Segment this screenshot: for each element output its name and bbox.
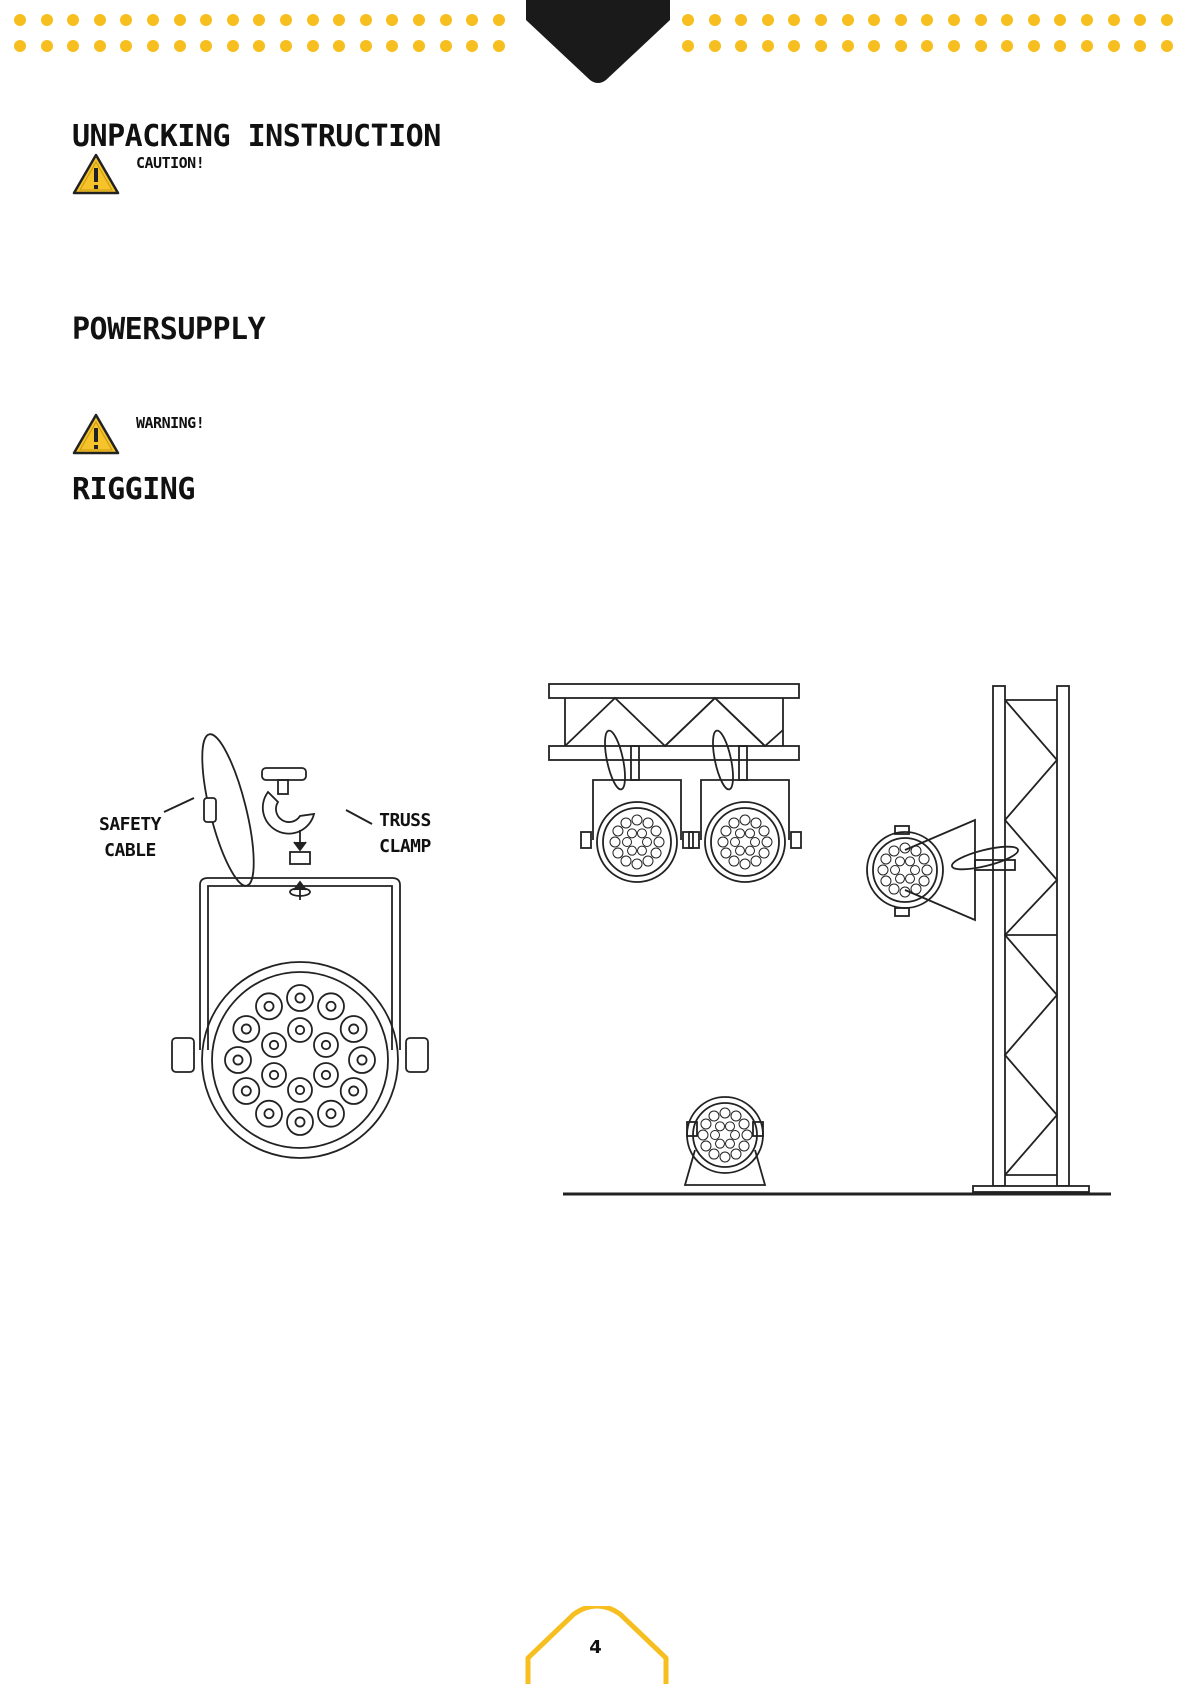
header-dot	[120, 14, 132, 26]
led-lens-center	[322, 1071, 330, 1079]
truss-clamp-line1: TRUSS	[379, 810, 431, 831]
header-dot	[493, 40, 505, 52]
rigging-heading: RIGGING	[72, 472, 195, 507]
led-lens	[759, 826, 769, 836]
header-dot	[386, 40, 398, 52]
header-dot	[94, 40, 106, 52]
led-lens-center	[270, 1041, 278, 1049]
led-lens	[881, 876, 891, 886]
led-lens	[225, 1047, 251, 1073]
header-dot	[1001, 40, 1013, 52]
led-lens	[721, 826, 731, 836]
header-dot	[253, 14, 265, 26]
led-lens	[632, 859, 642, 869]
header-dot	[788, 14, 800, 26]
led-lens	[651, 826, 661, 836]
page-number: 4	[589, 1637, 602, 1658]
truss-clamp-callout	[368, 808, 442, 860]
led-lens	[654, 837, 664, 847]
led-lens	[318, 993, 344, 1019]
led-lens	[906, 874, 915, 883]
led-lens	[922, 865, 932, 875]
header-dot	[1054, 14, 1066, 26]
led-lens	[726, 1122, 735, 1131]
led-lens	[739, 1119, 749, 1129]
led-lens-center	[295, 1117, 304, 1126]
header-dot	[333, 14, 345, 26]
led-lens	[287, 1109, 313, 1135]
header-dot	[493, 14, 505, 26]
header-dot	[466, 14, 478, 26]
header-dot	[200, 40, 212, 52]
powersupply-heading: POWERSUPPLY	[72, 312, 266, 347]
header-dot	[895, 14, 907, 26]
header-dot	[815, 40, 827, 52]
led-lens	[889, 846, 899, 856]
led-lens	[762, 837, 772, 847]
header-tab-shape	[526, 0, 670, 84]
led-lens	[701, 1119, 711, 1129]
led-lens	[720, 1152, 730, 1162]
led-lens	[613, 848, 623, 858]
led-lens-center	[242, 1086, 251, 1095]
header-dot	[842, 14, 854, 26]
led-lens	[751, 818, 761, 828]
header-dots-left	[14, 14, 514, 64]
led-lens	[621, 818, 631, 828]
led-lens	[233, 1078, 259, 1104]
header-dot	[895, 40, 907, 52]
header-dot	[921, 40, 933, 52]
header-dot	[1028, 40, 1040, 52]
header-dot	[1108, 40, 1120, 52]
led-lens	[729, 856, 739, 866]
header-dot	[174, 40, 186, 52]
header-dot	[1161, 40, 1173, 52]
header-dot	[762, 14, 774, 26]
safety-cable-callout	[80, 812, 180, 864]
led-lens	[751, 856, 761, 866]
led-lens	[742, 1130, 752, 1140]
header-dot	[67, 40, 79, 52]
led-lens	[721, 848, 731, 858]
led-lens	[613, 826, 623, 836]
led-lens	[621, 856, 631, 866]
header-dot	[948, 40, 960, 52]
led-lens	[610, 837, 620, 847]
header-dot	[253, 40, 265, 52]
led-lens-center	[270, 1071, 278, 1079]
led-lens	[736, 846, 745, 855]
header-dot	[280, 40, 292, 52]
led-lens	[698, 1130, 708, 1140]
led-lens	[623, 838, 632, 847]
led-lens	[628, 829, 637, 838]
led-lens	[911, 884, 921, 894]
header-dot	[41, 14, 53, 26]
led-lens-center	[322, 1041, 330, 1049]
header-dot	[307, 40, 319, 52]
led-lens	[746, 829, 755, 838]
warning-triangle-icon	[72, 412, 120, 456]
led-lens-center	[233, 1055, 242, 1064]
led-lens	[716, 1122, 725, 1131]
led-lens	[736, 829, 745, 838]
led-lens	[314, 1033, 338, 1057]
led-lens	[314, 1063, 338, 1087]
led-lens	[341, 1078, 367, 1104]
led-lens	[729, 818, 739, 828]
led-lens	[896, 857, 905, 866]
header-dot	[735, 40, 747, 52]
led-lens-center	[326, 1109, 335, 1118]
led-lens	[740, 859, 750, 869]
header-dot	[333, 40, 345, 52]
header-dot	[815, 14, 827, 26]
led-lens	[731, 838, 740, 847]
led-lens	[731, 1131, 740, 1140]
led-lens	[709, 1149, 719, 1159]
led-lens	[256, 1101, 282, 1127]
header-dot	[682, 14, 694, 26]
led-lens	[638, 846, 647, 855]
warning-label: WARNING!	[136, 414, 205, 432]
header-dot	[413, 14, 425, 26]
led-lens	[896, 874, 905, 883]
header-dot	[762, 40, 774, 52]
led-lens	[701, 1141, 711, 1151]
fixture-clamp-illustration	[150, 720, 460, 1170]
led-lens	[739, 1141, 749, 1151]
header-dot	[360, 14, 372, 26]
header-dot	[1081, 40, 1093, 52]
led-lens	[643, 856, 653, 866]
header-dot	[1028, 14, 1040, 26]
led-lens	[891, 866, 900, 875]
led-lens-center	[264, 1109, 273, 1118]
led-lens-center	[296, 1026, 304, 1034]
led-lens	[919, 876, 929, 886]
header-dot	[948, 14, 960, 26]
header-dot	[1134, 14, 1146, 26]
led-lens	[341, 1016, 367, 1042]
caution-label: CAUTION!	[136, 154, 205, 172]
led-lens	[759, 848, 769, 858]
led-lens-center	[349, 1086, 358, 1095]
header-dots-right	[682, 14, 1182, 64]
unpacking-heading: UNPACKING INSTRUCTION	[72, 119, 441, 154]
led-lens	[643, 838, 652, 847]
header-dot	[709, 40, 721, 52]
header-dot	[94, 14, 106, 26]
led-lens	[911, 846, 921, 856]
header-dot	[1161, 14, 1173, 26]
led-lens	[731, 1149, 741, 1159]
led-lens-center	[357, 1055, 366, 1064]
header-dot	[709, 14, 721, 26]
led-lens	[731, 1111, 741, 1121]
header-dot	[14, 14, 26, 26]
header-dot	[868, 14, 880, 26]
led-lens-center	[295, 993, 304, 1002]
led-lens	[718, 837, 728, 847]
led-lens-center	[242, 1024, 251, 1033]
header-dot	[1081, 14, 1093, 26]
header-dot	[147, 14, 159, 26]
header-dot	[200, 14, 212, 26]
header-dot	[1108, 14, 1120, 26]
header-dot	[307, 14, 319, 26]
led-lens	[919, 854, 929, 864]
safety-cable-line1: SAFETY	[98, 814, 162, 835]
led-lens	[740, 815, 750, 825]
header-dot	[147, 40, 159, 52]
led-lens	[878, 865, 888, 875]
led-lens	[746, 846, 755, 855]
led-lens	[262, 1063, 286, 1087]
header-dot	[1001, 14, 1013, 26]
led-lens	[318, 1101, 344, 1127]
led-lens	[256, 993, 282, 1019]
led-lens	[643, 818, 653, 828]
led-lens	[881, 854, 891, 864]
led-lens	[288, 1078, 312, 1102]
led-lens	[628, 846, 637, 855]
header-dot	[227, 14, 239, 26]
led-lens	[638, 829, 647, 838]
header-dot	[280, 14, 292, 26]
header-dot	[14, 40, 26, 52]
led-lens	[726, 1139, 735, 1148]
header-dot	[386, 14, 398, 26]
header-dot	[41, 40, 53, 52]
header-dot	[120, 40, 132, 52]
led-lens	[262, 1033, 286, 1057]
header-dot	[868, 40, 880, 52]
led-lens	[709, 1111, 719, 1121]
header-dot	[975, 14, 987, 26]
header-dot	[921, 14, 933, 26]
led-lens	[720, 1108, 730, 1118]
led-lens	[349, 1047, 375, 1073]
header-dot	[682, 40, 694, 52]
header-dot	[842, 40, 854, 52]
led-lens	[287, 985, 313, 1011]
led-lens-center	[326, 1002, 335, 1011]
led-lens	[751, 838, 760, 847]
header-dot	[788, 40, 800, 52]
header-dot	[360, 40, 372, 52]
led-lens	[906, 857, 915, 866]
header-dot	[466, 40, 478, 52]
header-dot	[440, 14, 452, 26]
led-lens-center	[264, 1002, 273, 1011]
led-lens-center	[296, 1086, 304, 1094]
header-dot	[227, 40, 239, 52]
led-lens	[233, 1016, 259, 1042]
header-dot	[174, 14, 186, 26]
truss-mounting-illustration	[545, 680, 1125, 1200]
header-dot	[735, 14, 747, 26]
header-dot	[1134, 40, 1146, 52]
header-dot	[67, 14, 79, 26]
header-dot	[975, 40, 987, 52]
header-dot	[413, 40, 425, 52]
led-lens	[651, 848, 661, 858]
led-lens-center	[349, 1024, 358, 1033]
led-lens	[711, 1131, 720, 1140]
led-lens	[911, 866, 920, 875]
led-lens	[632, 815, 642, 825]
header-dot	[1054, 40, 1066, 52]
safety-cable-line2: CABLE	[104, 840, 156, 861]
header-dot	[440, 40, 452, 52]
truss-clamp-line2: CLAMP	[379, 836, 431, 857]
led-lens	[288, 1018, 312, 1042]
led-lens	[889, 884, 899, 894]
led-lens	[716, 1139, 725, 1148]
caution-warning-triangle-icon	[72, 152, 120, 196]
